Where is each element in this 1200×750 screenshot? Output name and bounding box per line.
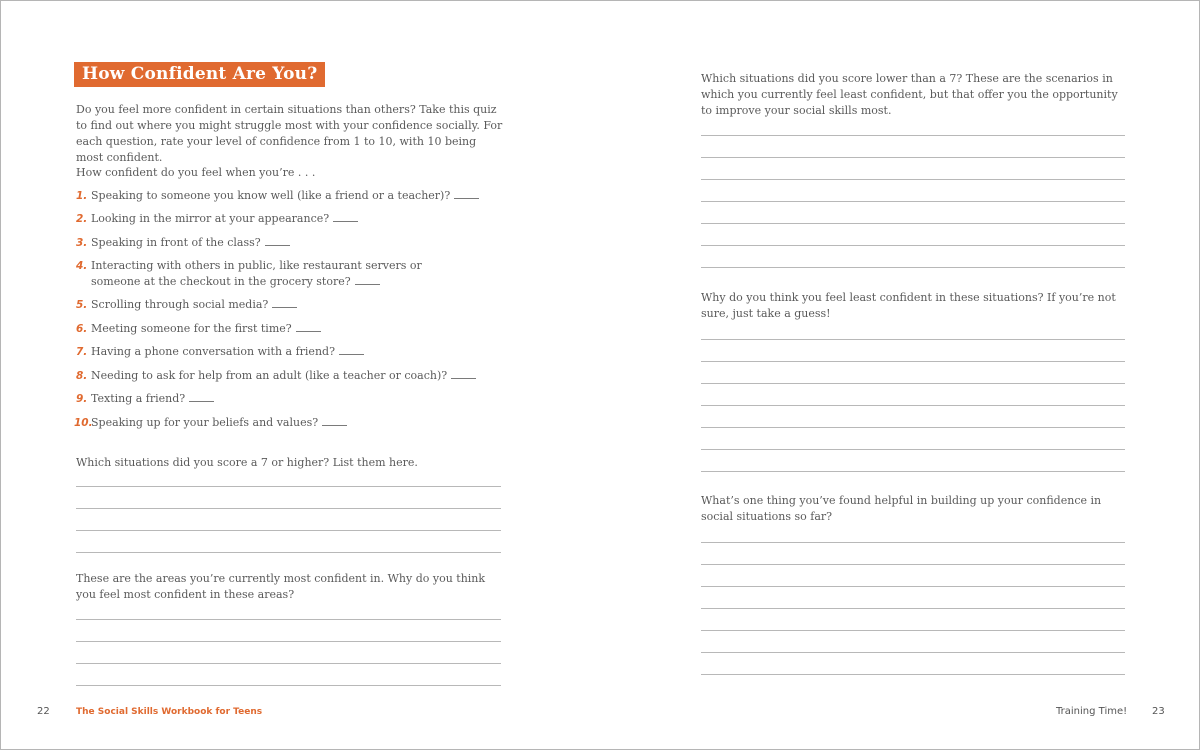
quiz-question: Looking in the mirror at your appearance?	[91, 212, 330, 225]
question-low-scores: Which situations did you score lower than a 7? These are the scenarios in which you currently feel least confident, but that offer you the opportunity to improve your social skills most.	[701, 72, 1118, 117]
writing-line[interactable]	[701, 245, 1125, 246]
page-title: How Confident Are You?	[74, 62, 325, 87]
quiz-prompt: How confident do you feel when you’re . . .	[76, 166, 316, 179]
answer-blank[interactable]	[333, 220, 358, 222]
quiz-number: 6.	[76, 323, 88, 335]
answer-blank[interactable]	[272, 306, 297, 308]
writing-line[interactable]	[701, 383, 1125, 384]
running-head-left: The Social Skills Workbook for Teens	[76, 707, 263, 717]
intro-paragraph: Do you feel more confident in certain situations than others? Take this quiz to find out where you might struggle most with your confidence socially. For each question, rate your level of confidence from 1 to 10, with 10 being most confident.	[76, 103, 503, 164]
quiz-number: 8.	[76, 370, 88, 382]
writing-line[interactable]	[76, 508, 501, 509]
answer-blank[interactable]	[189, 400, 214, 402]
answer-blank[interactable]	[355, 283, 380, 285]
quiz-item	[76, 211, 506, 227]
answer-blank[interactable]	[454, 197, 479, 199]
quiz-item	[76, 297, 506, 313]
quiz-number: 5.	[76, 299, 88, 311]
writing-line[interactable]	[76, 641, 501, 642]
left-page	[1, 1, 601, 749]
quiz-number: 10.	[74, 417, 93, 429]
question-high-scores: Which situations did you score a 7 or higher? List them here.	[76, 456, 418, 469]
quiz-question: Texting a friend?	[91, 392, 186, 405]
writing-line[interactable]	[701, 339, 1125, 340]
quiz-item	[76, 235, 506, 251]
quiz-number: 2.	[76, 213, 88, 225]
writing-line[interactable]	[701, 564, 1125, 565]
quiz-item	[76, 368, 506, 384]
writing-line[interactable]	[76, 685, 501, 686]
quiz-number: 3.	[76, 237, 88, 249]
writing-line[interactable]	[701, 201, 1125, 202]
quiz-item	[76, 415, 506, 431]
writing-line[interactable]	[76, 663, 501, 664]
writing-line[interactable]	[701, 135, 1125, 136]
writing-line[interactable]	[76, 552, 501, 553]
page-number-right: 23	[1152, 706, 1165, 717]
writing-line[interactable]	[701, 630, 1125, 631]
quiz-question: Speaking up for your beliefs and values?	[91, 416, 319, 429]
quiz-question: Having a phone conversation with a friend?	[91, 345, 335, 358]
answer-blank[interactable]	[451, 377, 476, 379]
writing-line[interactable]	[701, 652, 1125, 653]
writing-line[interactable]	[701, 674, 1125, 675]
quiz-item	[76, 321, 506, 337]
quiz-item	[76, 258, 446, 290]
writing-line[interactable]	[701, 361, 1125, 362]
writing-line[interactable]	[701, 179, 1125, 180]
writing-line[interactable]	[701, 542, 1125, 543]
question-why-least: Why do you think you feel least confident in these situations? If you’re not sure, just take a guess!	[701, 291, 1116, 320]
right-page	[601, 1, 1200, 749]
quiz-question: Scrolling through social media?	[91, 298, 269, 311]
quiz-number: 1.	[76, 190, 88, 202]
quiz-item	[76, 391, 506, 407]
quiz-number: 7.	[76, 346, 88, 358]
answer-blank[interactable]	[265, 244, 290, 246]
quiz-question: Meeting someone for the first time?	[91, 322, 292, 335]
writing-line[interactable]	[701, 449, 1125, 450]
writing-line[interactable]	[701, 427, 1125, 428]
quiz-number: 9.	[76, 393, 88, 405]
writing-line[interactable]	[701, 405, 1125, 406]
answer-blank[interactable]	[296, 330, 321, 332]
writing-line[interactable]	[701, 586, 1125, 587]
writing-line[interactable]	[701, 223, 1125, 224]
writing-line[interactable]	[76, 619, 501, 620]
quiz-question: Speaking in front of the class?	[91, 236, 261, 249]
answer-blank[interactable]	[322, 424, 347, 426]
writing-line[interactable]	[701, 157, 1125, 158]
question-why-confident: These are the areas you’re currently most confident in. Why do you think you feel most confident in these areas?	[76, 572, 486, 601]
writing-line[interactable]	[701, 267, 1125, 268]
answer-blank[interactable]	[339, 353, 364, 355]
quiz-number: 4.	[76, 260, 88, 272]
writing-line[interactable]	[701, 471, 1125, 472]
quiz-item	[76, 188, 506, 204]
question-helpful: What’s one thing you’ve found helpful in building up your confidence in social situations so far?	[701, 494, 1102, 523]
running-head-right: Training Time!	[1056, 706, 1128, 717]
writing-line[interactable]	[701, 608, 1125, 609]
page-number-left: 22	[37, 706, 50, 717]
quiz-question: Speaking to someone you know well (like a friend or a teacher)?	[91, 189, 451, 202]
quiz-question: Needing to ask for help from an adult (like a teacher or coach)?	[91, 369, 448, 382]
quiz-question: Interacting with others in public, like restaurant servers or someone at the checkout in the grocery store?	[91, 259, 422, 288]
writing-line[interactable]	[76, 486, 501, 487]
writing-line[interactable]	[76, 530, 501, 531]
quiz-item	[76, 344, 506, 360]
